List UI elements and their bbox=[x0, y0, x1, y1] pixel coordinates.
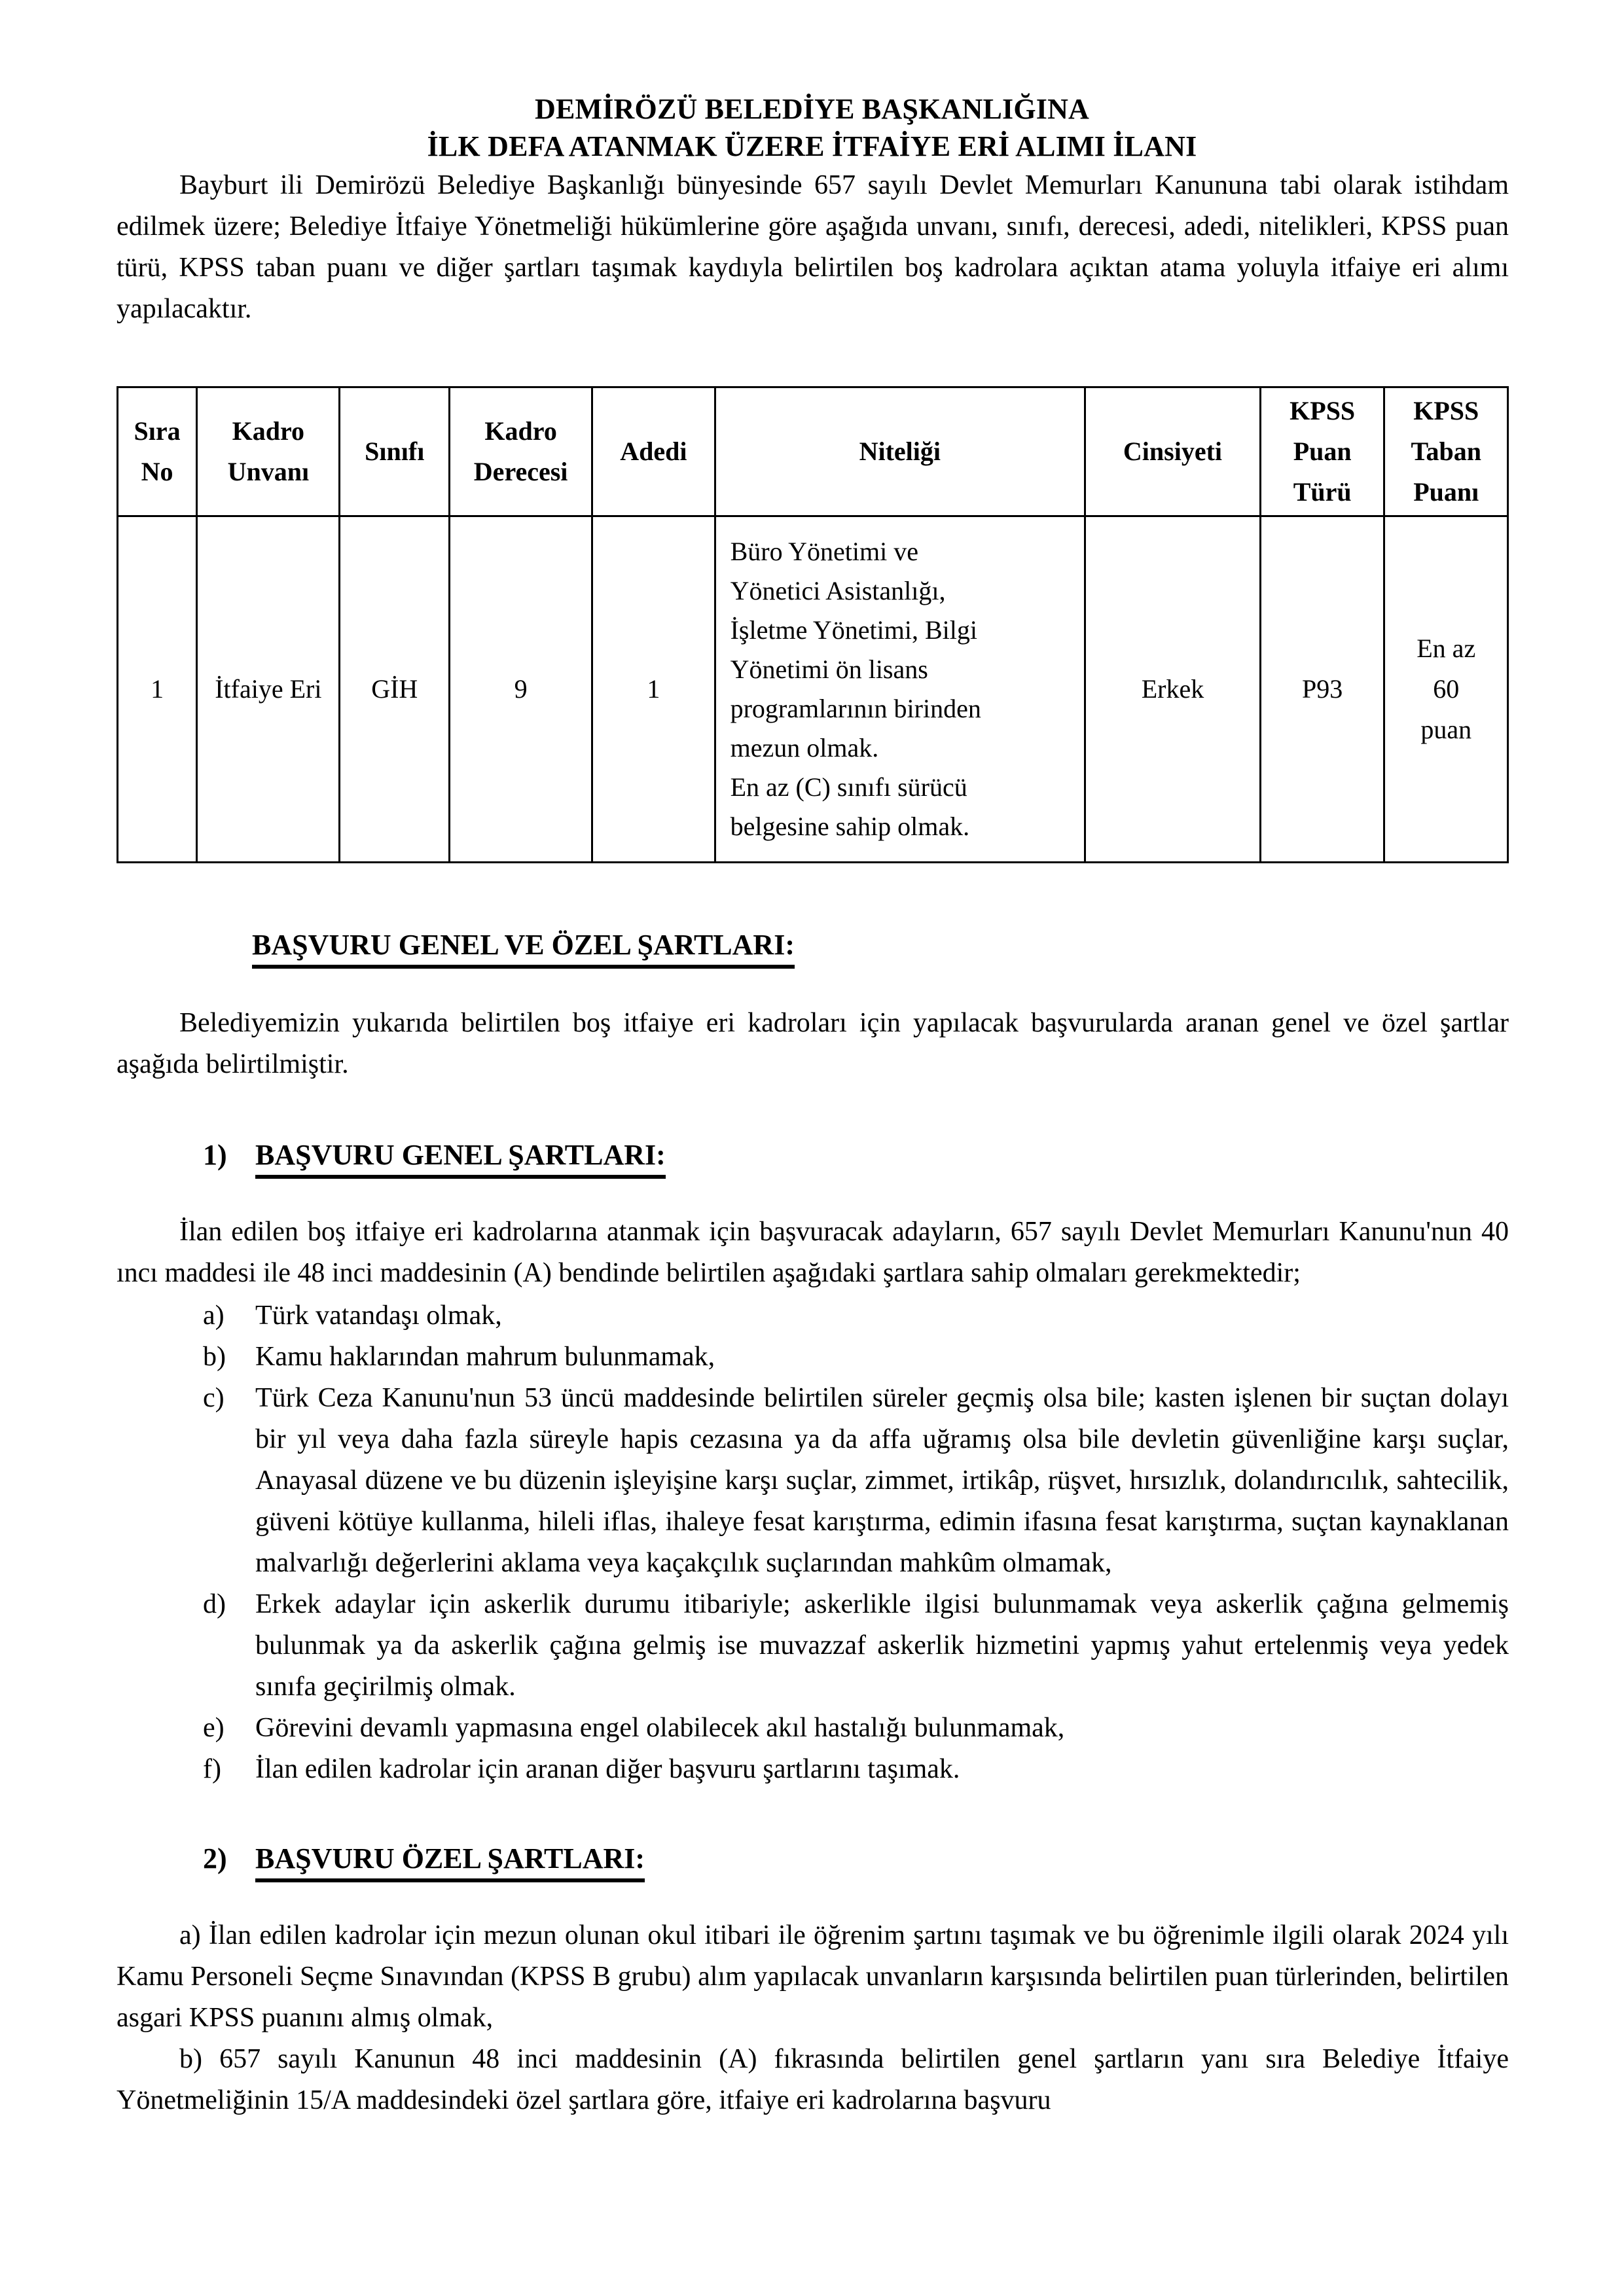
list-item-marker: a) bbox=[203, 1300, 225, 1331]
table-header bbox=[118, 387, 1508, 516]
document-title-block bbox=[0, 90, 1624, 165]
section2-paragraph-a: a) İlan edilen kadrolar için mezun olunan okul itibari ile öğrenim şartını taşımak ve bu öğrenimle ilgili olarak 2024 yılı Kamu Personeli Seçme Sınavından (KPSS B grubu) alım yapılacak unvanların karşısında belirtilen puan türlerinden, belirtilen asgari KPSS puanını almış olmak, bbox=[117, 1920, 1509, 2033]
list-item bbox=[203, 1295, 1509, 1336]
col-header-kpss-taban-puani bbox=[1384, 387, 1508, 516]
cell-niteligi bbox=[715, 516, 1085, 863]
list-item bbox=[203, 1336, 1509, 1378]
section1-heading: BAŞVURU GENEL ŞARTLARI: bbox=[255, 1136, 666, 1179]
list-item bbox=[203, 1749, 1509, 1790]
col-header-kadro-derecesi bbox=[450, 387, 592, 516]
col-header-kadro-unvani-line2: Unvanı bbox=[227, 457, 310, 486]
col-header-kpss-taban-line2: Taban bbox=[1411, 437, 1481, 466]
col-header-kpss-puan-turu-line2: Puan bbox=[1293, 437, 1352, 466]
kpss-taban-line-1: En az bbox=[1416, 634, 1476, 663]
table-header-row bbox=[118, 387, 1508, 516]
niteligi-line-1: Büro Yönetimi ve bbox=[730, 537, 918, 566]
table-row bbox=[118, 516, 1508, 863]
col-header-kpss-puan-turu-line1: KPSS bbox=[1290, 396, 1356, 425]
section2-number: 2) bbox=[203, 1842, 227, 1874]
col-header-cinsiyeti: Cinsiyeti bbox=[1085, 387, 1261, 516]
list-item-text: Görevini devamlı yapmasına engel olabilecek akıl hastalığı bulunmamak, bbox=[255, 1713, 1065, 1743]
list-item bbox=[203, 1584, 1509, 1708]
niteligi-line-6: mezun olmak. bbox=[730, 733, 879, 762]
kadro-table bbox=[117, 386, 1509, 863]
col-header-sira-no-line1: Sıra bbox=[134, 416, 181, 446]
list-item-text: İlan edilen kadrolar için aranan diğer başvuru şartlarını taşımak. bbox=[255, 1754, 960, 1784]
list-item-marker: c) bbox=[203, 1383, 225, 1413]
niteligi-line-5: programlarının birinden bbox=[730, 694, 981, 723]
col-header-kpss-taban-line1: KPSS bbox=[1413, 396, 1479, 425]
col-header-kadro-unvani bbox=[197, 387, 340, 516]
kadro-table-wrapper bbox=[0, 386, 1624, 863]
general-special-conditions-body bbox=[0, 1003, 1624, 1085]
col-header-adedi: Adedi bbox=[592, 387, 715, 516]
col-header-kpss-taban-line3: Puanı bbox=[1413, 477, 1479, 507]
section1-letter-list bbox=[203, 1295, 1509, 1790]
intro-paragraph: Bayburt ili Demirözü Belediye Başkanlığı bünyesinde 657 sayılı Devlet Memurları Kanununa tabi olarak istihdam edilmek üzere; Belediye İtfaiye Yönetmeliği hükümlerine göre aşağıda unvanı, sınıfı, derecesi, adedi, nitelikleri, KPSS puan türü, KPSS taban puanı ve diğer şartları taşımak kaydıyla belirtilen boş kadrolara açıktan atama yoluyla itfaiye eri alımı yapılacaktır. bbox=[117, 170, 1509, 324]
list-item-text: Türk Ceza Kanunu'nun 53 üncü maddesinde belirtilen süreler geçmiş olsa bile; kasten işlenen bir suçtan dolayı bir yıl veya daha fazla süreyle hapis cezasına ya da affa uğramış olsa bile devletin güvenliğine karşı suçlar, Anayasal düzene ve bu düzenin işleyişine karşı suçlar, zimmet, irtikâp, rüşvet, hırsızlık, dolandırıcılık, sahtecilik, güveni kötüye kullanma, hileli iflas, ihaleye fesat karıştırma, edimin ifasına fesat karıştırma, suçtan kaynaklanan malvarlığı değerlerini aklama veya kaçakçılık suçlarından mahkûm olmamak, bbox=[255, 1383, 1509, 1578]
col-header-niteligi: Niteliği bbox=[715, 387, 1085, 516]
kpss-taban-line-2: 60 bbox=[1433, 674, 1460, 704]
cell-kpss-taban-puani bbox=[1384, 516, 1508, 863]
niteligi-line-7: En az (C) sınıfı sürücü bbox=[730, 772, 967, 802]
list-item-text: Erkek adaylar için askerlik durumu itibariyle; askerlikle ilgisi bulunmamak veya askerlik çağına gelmemiş bulunmak ya da askerlik çağına gelmiş ise muvazzaf askerlik hizmetini yapmış yahut ertelenmiş veya yedek sınıfa geçirilmiş olmak. bbox=[255, 1589, 1509, 1702]
col-header-kpss-puan-turu-line3: Türü bbox=[1293, 477, 1352, 507]
section1-body bbox=[0, 1211, 1624, 1294]
list-item-marker: e) bbox=[203, 1713, 225, 1743]
list-item-marker: b) bbox=[203, 1342, 226, 1372]
kpss-taban-line-3: puan bbox=[1420, 715, 1472, 744]
general-special-conditions-heading: BAŞVURU GENEL VE ÖZEL ŞARTLARI: bbox=[252, 926, 795, 969]
col-header-sira-no bbox=[118, 387, 197, 516]
page-title-line-1: DEMİRÖZÜ BELEDİYE BAŞKANLIĞINA bbox=[534, 93, 1090, 125]
list-item bbox=[203, 1708, 1509, 1749]
list-item-text: Kamu haklarından mahrum bulunmamak, bbox=[255, 1342, 715, 1372]
cell-sira-no: 1 bbox=[118, 516, 197, 863]
general-special-conditions-heading-wrap bbox=[0, 926, 1624, 969]
cell-sinifi: GİH bbox=[340, 516, 450, 863]
cell-adedi: 1 bbox=[592, 516, 715, 863]
col-header-sira-no-line2: No bbox=[141, 457, 173, 486]
cell-kpss-puan-turu: P93 bbox=[1260, 516, 1384, 863]
niteligi-line-3: İşletme Yönetimi, Bilgi bbox=[730, 615, 977, 645]
niteligi-line-8: belgesine sahip olmak. bbox=[730, 812, 970, 841]
col-header-kadro-derecesi-line2: Derecesi bbox=[473, 457, 568, 486]
cell-kadro-derecesi: 9 bbox=[450, 516, 592, 863]
section2-paragraph-b: b) 657 sayılı Kanunun 48 inci maddesinin (A) fıkrasında belirtilen genel şartların yanı sıra Belediye İtfaiye Yönetmeliğinin 15/A maddesindeki özel şartlara göre, itfaiye eri kadrolarına başvuru bbox=[117, 2044, 1509, 2115]
section2-heading-wrap bbox=[0, 1840, 1624, 1882]
list-item-marker: d) bbox=[203, 1589, 226, 1619]
list-item-text: Türk vatandaşı olmak, bbox=[255, 1300, 502, 1331]
col-header-kadro-derecesi-line1: Kadro bbox=[484, 416, 557, 446]
section2-heading: BAŞVURU ÖZEL ŞARTLARI: bbox=[255, 1840, 645, 1882]
cell-cinsiyeti: Erkek bbox=[1085, 516, 1261, 863]
table-body bbox=[118, 516, 1508, 863]
section1-heading-wrap bbox=[0, 1136, 1624, 1179]
col-header-sinifi: Sınıfı bbox=[340, 387, 450, 516]
section1-number: 1) bbox=[203, 1139, 227, 1171]
section1-paragraph: İlan edilen boş itfaiye eri kadrolarına atanmak için başvuracak adayların, 657 sayılı Devlet Memurları Kanunu'nun 40 ıncı maddesi ile 48 inci maddesinin (A) bendinde belirtilen aşağıdaki şartlara sahip olmaları gerekmektedir; bbox=[117, 1217, 1509, 1288]
niteligi-line-4: Yönetimi ön lisans bbox=[730, 655, 928, 684]
list-item-marker: f) bbox=[203, 1754, 221, 1784]
cell-kadro-unvani: İtfaiye Eri bbox=[197, 516, 340, 863]
section1-list-wrap bbox=[0, 1295, 1624, 1790]
general-special-conditions-paragraph: Belediyemizin yukarıda belirtilen boş itfaiye eri kadroları için yapılacak başvurularda aranan genel ve özel şartlar aşağıda belirtilmiştir. bbox=[117, 1008, 1509, 1079]
section2-body bbox=[0, 1915, 1624, 2121]
intro-section bbox=[0, 165, 1624, 330]
col-header-kpss-puan-turu bbox=[1260, 387, 1384, 516]
list-item bbox=[203, 1378, 1509, 1584]
niteligi-line-2: Yönetici Asistanlığı, bbox=[730, 576, 946, 605]
page-title-line-2: İLK DEFA ATANMAK ÜZERE İTFAİYE ERİ ALIMI İLANI bbox=[427, 130, 1197, 162]
col-header-kadro-unvani-line1: Kadro bbox=[232, 416, 305, 446]
